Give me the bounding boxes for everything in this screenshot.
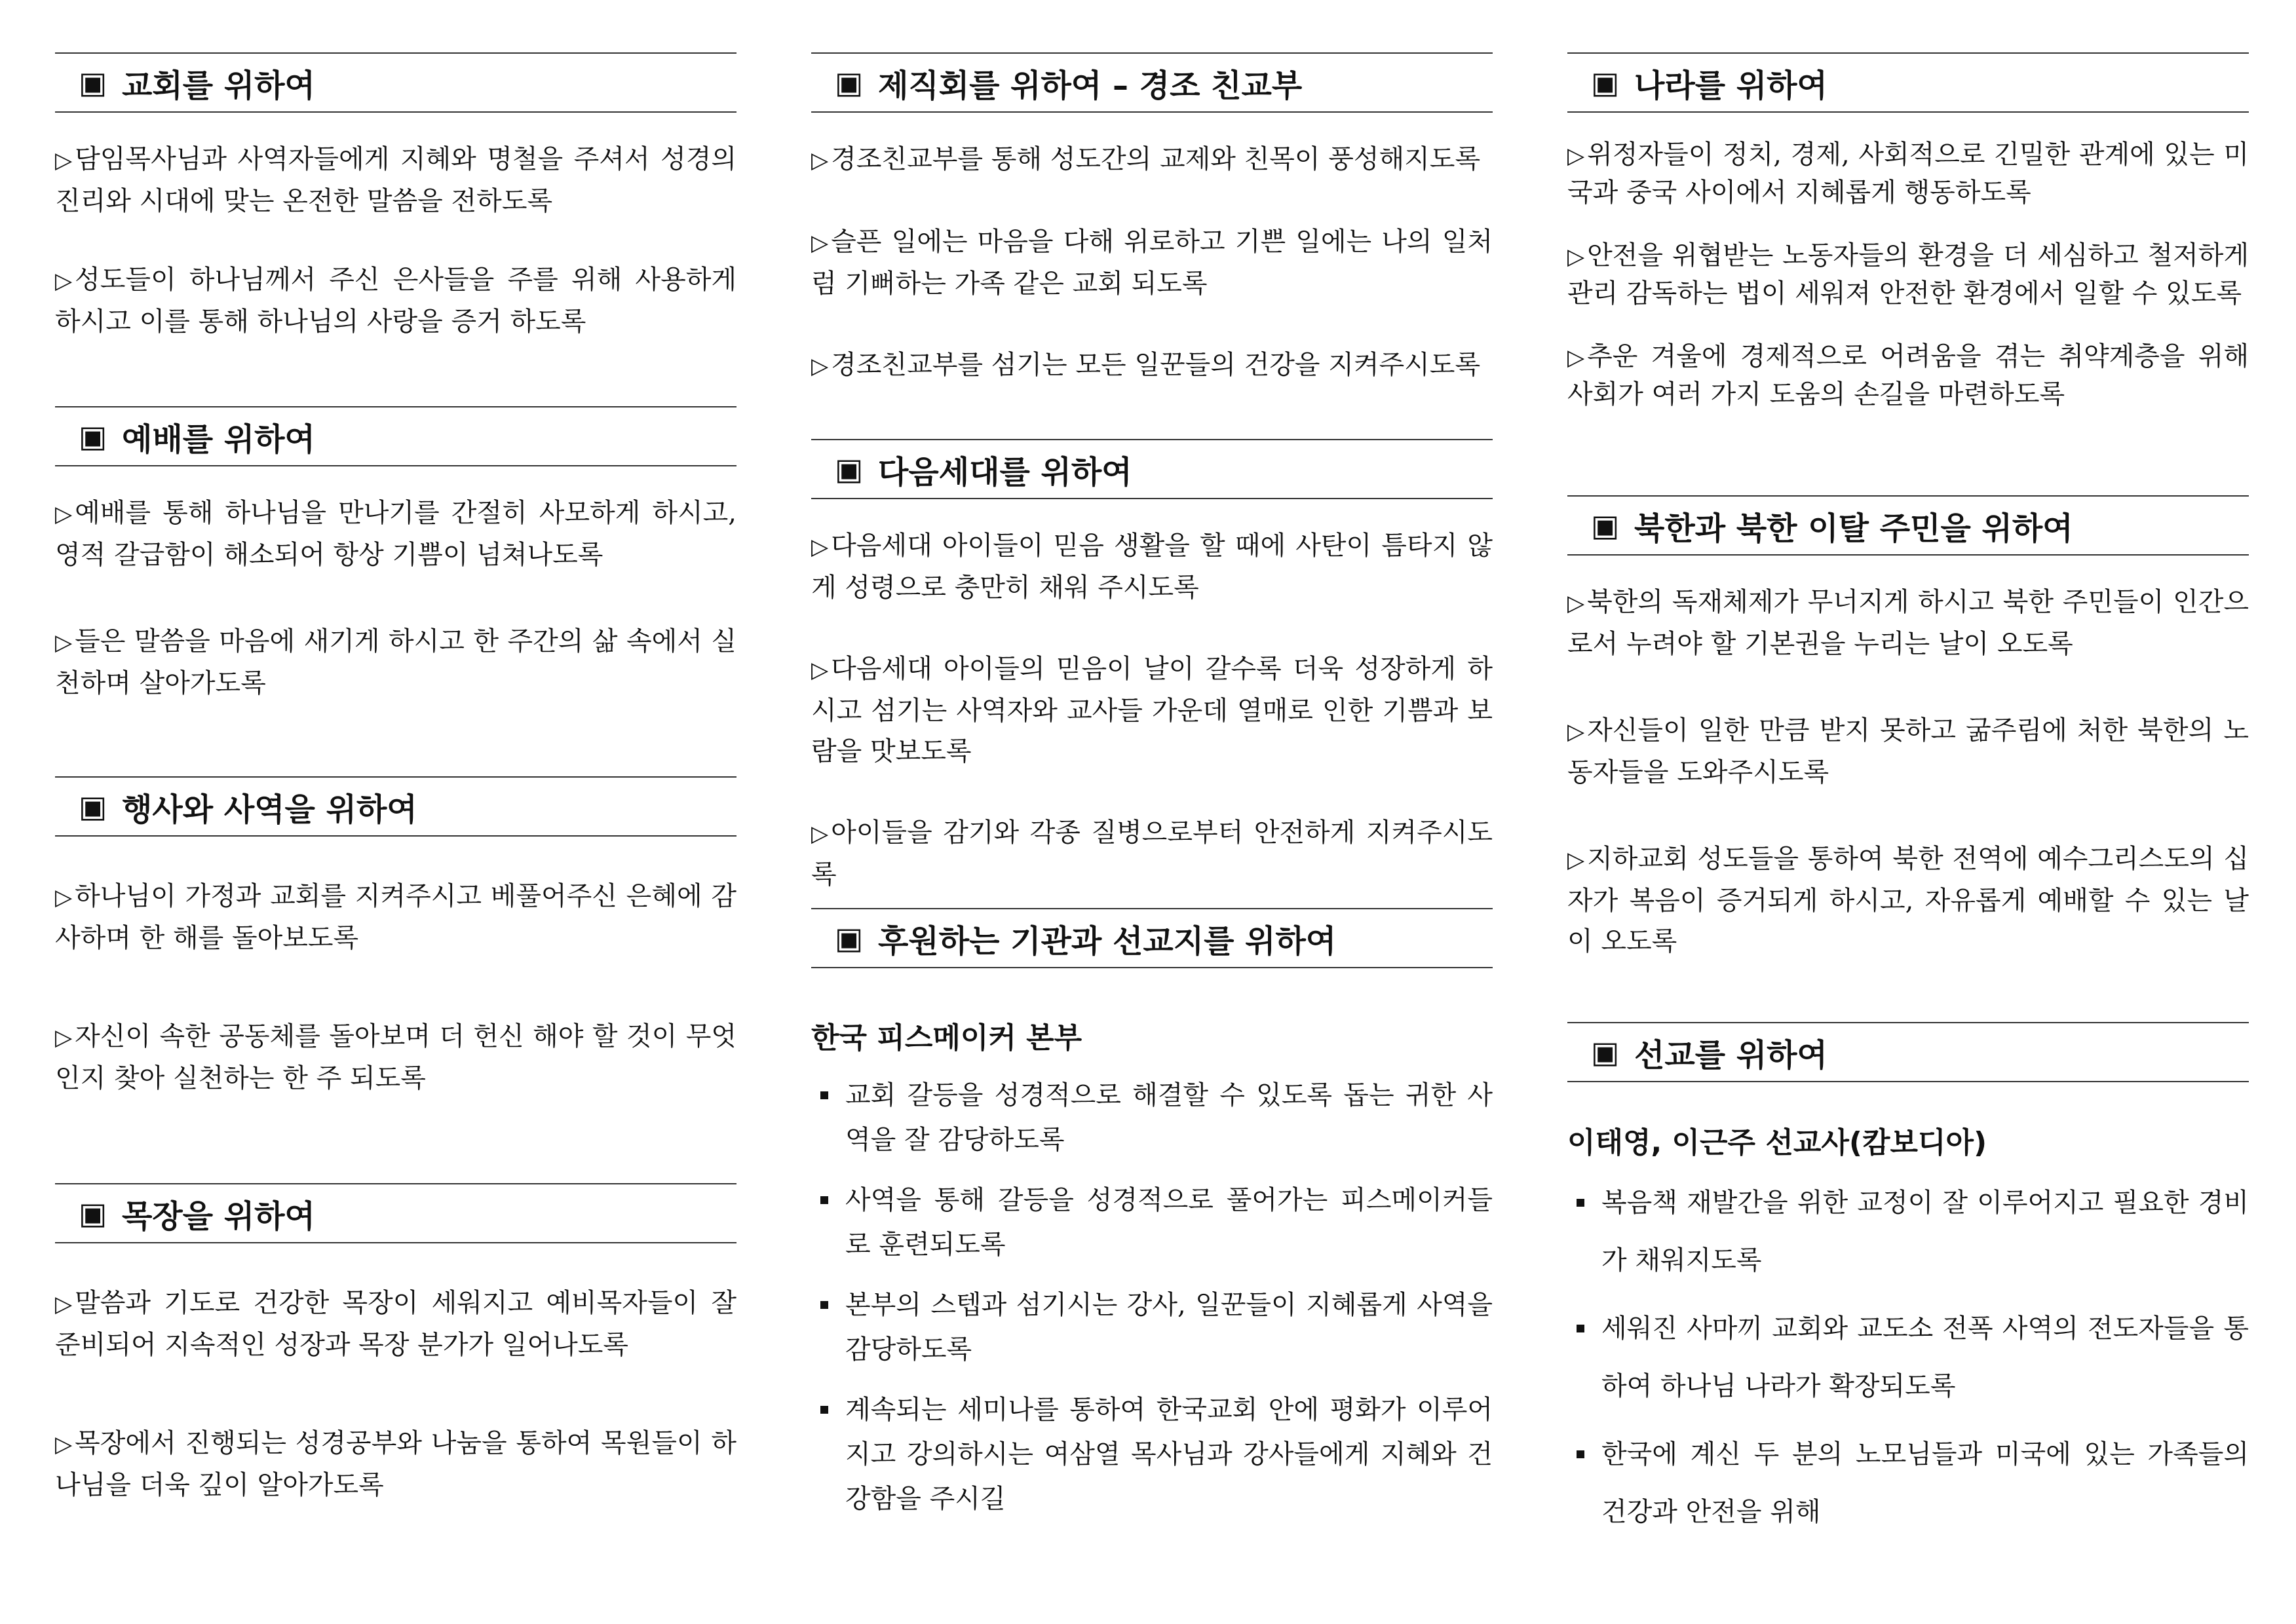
prayer-item: ▷ 하나님이 가정과 교회를 지켜주시고 베풀어주신 은혜에 감사하며 한 해를 돌아보도록 [55, 876, 737, 958]
small-square-icon [1577, 1450, 1584, 1458]
right-triangle-icon: ▷ [811, 147, 829, 174]
prayer-item: ▷ 목장에서 진행되는 성경공부와 나눔을 통하여 목원들이 하나님을 더욱 깊이 알아가도록 [55, 1423, 737, 1505]
section-header [1567, 1022, 2249, 1082]
section-events [55, 776, 737, 1099]
right-triangle-icon: ▷ [55, 1025, 73, 1051]
square-in-square-icon: ▣ [835, 920, 864, 956]
section-header [55, 776, 737, 837]
square-in-square-icon: ▣ [1591, 65, 1620, 100]
small-square-icon [1577, 1199, 1584, 1207]
right-triangle-icon: ▷ [811, 534, 829, 560]
section-north-korea [1567, 495, 2249, 962]
section-title: 선교를 위하여 [1634, 1036, 1827, 1074]
section-nextgen [811, 439, 1493, 895]
section-title: 교회를 위하여 [122, 67, 315, 104]
mission-bullet-list [1567, 1174, 2249, 1541]
missionary-name: 이태영, 이근주 선교사(캄보디아) [1567, 1126, 1987, 1160]
right-triangle-icon: ▷ [1567, 590, 1585, 616]
section-header [1567, 52, 2249, 113]
prayer-item: ▷ 슬픈 일에는 마음을 다해 위로하고 기쁜 일에는 나의 일처럼 기뻐하는 가족 같은 교회 되도록 [811, 221, 1493, 304]
prayer-item: ▷ 다음세대 아이들이 믿음 생활을 할 때에 사탄이 틈타지 않게 성령으로 충만히 채워 주시도록 [811, 525, 1493, 608]
right-triangle-icon: ▷ [1567, 244, 1585, 270]
small-square-icon [820, 1196, 828, 1204]
list-item: 한국에 계신 두 분의 노모님들과 미국에 있는 가족들의 건강과 안전을 위해 [1567, 1426, 2249, 1541]
prayer-item: ▷ 들은 말씀을 마음에 새기게 하시고 한 주간의 삶 속에서 실천하며 살아가도록 [55, 621, 737, 704]
section-title: 후원하는 기관과 선교지를 위하여 [878, 922, 1337, 960]
right-triangle-icon: ▷ [811, 353, 829, 379]
organization-name: 한국 피스메이커 본부 [811, 1021, 1082, 1055]
list-item: 사역을 통해 갈등을 성경적으로 풀어가는 피스메이커들로 훈련되도록 [811, 1178, 1493, 1267]
small-square-icon [820, 1406, 828, 1414]
section-title: 예배를 위하여 [122, 421, 315, 458]
section-title: 목장을 위하여 [122, 1198, 315, 1235]
right-triangle-icon: ▷ [55, 1431, 73, 1458]
section-title: 북한과 북한 이탈 주민을 위하여 [1634, 510, 2073, 547]
prayer-item: ▷ 지하교회 성도들을 통하여 북한 전역에 예수그리스도의 십자가 복음이 증거되게 하시고, 자유롭게 예배할 수 있는 날이 오도록 [1567, 839, 2249, 962]
section-support [811, 908, 1493, 1521]
section-worship [55, 406, 737, 704]
right-triangle-icon: ▷ [811, 657, 829, 683]
prayer-item: ▷ 성도들이 하나님께서 주신 은사들을 주를 위해 사용하게 하시고 이를 통해 하나님의 사랑을 증거 하도록 [55, 259, 737, 342]
right-triangle-icon: ▷ [55, 884, 73, 911]
square-in-square-icon: ▣ [835, 451, 864, 487]
list-item: 복음책 재발간을 위한 교정이 잘 이루어지고 필요한 경비가 채워지도록 [1567, 1174, 2249, 1289]
square-in-square-icon: ▣ [835, 65, 864, 100]
section-nation [1567, 52, 2249, 413]
prayer-item: ▷ 예배를 통해 하나님을 만나기를 간절히 사모하게 하시고, 영적 갈급함이 해소되어 항상 기쁨이 넘쳐나도록 [55, 493, 737, 575]
section-header [55, 1183, 737, 1243]
right-triangle-icon: ▷ [55, 1291, 73, 1317]
prayer-item: ▷ 담임목사님과 사역자들에게 지혜와 명철을 주셔서 성경의 진리와 시대에 맞는 온전한 말씀을 전하도록 [55, 139, 737, 221]
section-title: 나라를 위하여 [1634, 67, 1827, 104]
prayer-item: ▷ 자신들이 일한 만큼 받지 못하고 굶주림에 처한 북한의 노동자들을 도와주시도록 [1567, 710, 2249, 793]
prayer-item: ▷ 안전을 위협받는 노동자들의 환경을 더 세심하고 철저하게 관리 감독하는 법이 세워져 안전한 환경에서 일할 수 있도록 [1567, 237, 2249, 312]
section-header [811, 52, 1493, 113]
square-in-square-icon: ▣ [1591, 1034, 1620, 1070]
section-cell [55, 1183, 737, 1505]
prayer-item: ▷ 추운 겨울에 경제적으로 어려움을 겪는 취약계층을 위해 사회가 여러 가지 도움의 손길을 마련하도록 [1567, 338, 2249, 413]
section-header [55, 406, 737, 466]
square-in-square-icon: ▣ [79, 419, 107, 454]
prayer-item: ▷ 위정자들이 정치, 경제, 사회적으로 긴밀한 관계에 있는 미국과 중국 사이에서 지혜롭게 행동하도록 [1567, 136, 2249, 211]
list-item: 세워진 사마끼 교회와 교도소 전폭 사역의 전도자들을 통하여 하나님 나라가 확장되도록 [1567, 1300, 2249, 1415]
prayer-item: ▷ 경조친교부를 통해 성도간의 교제와 친목이 풍성해지도록 [811, 139, 1493, 181]
right-triangle-icon: ▷ [811, 821, 829, 847]
section-header [811, 439, 1493, 499]
section-header [1567, 495, 2249, 556]
column-middle [811, 0, 1493, 1624]
section-title: 제직회를 위하여 – 경조 친교부 [878, 67, 1303, 104]
right-triangle-icon: ▷ [55, 147, 73, 174]
square-in-square-icon: ▣ [79, 1196, 107, 1231]
section-mission [1567, 1022, 2249, 1541]
section-header [55, 52, 737, 113]
list-item: 교회 갈등을 성경적으로 해결할 수 있도록 돕는 귀한 사역을 잘 감당하도록 [811, 1073, 1493, 1162]
right-triangle-icon: ▷ [1567, 345, 1585, 371]
prayer-item: ▷ 다음세대 아이들의 믿음이 날이 갈수록 더욱 성장하게 하시고 섬기는 사역자와 교사들 가운데 열매로 인한 기쁨과 보람을 맛보도록 [811, 649, 1493, 772]
support-bullet-list [811, 1073, 1493, 1521]
right-triangle-icon: ▷ [55, 268, 73, 294]
section-deacons [811, 52, 1493, 387]
section-header [811, 908, 1493, 968]
column-right [1567, 0, 2249, 1624]
right-triangle-icon: ▷ [811, 230, 829, 256]
section-title: 행사와 사역을 위하여 [122, 791, 417, 828]
prayer-item: ▷ 북한의 독재체제가 무너지게 하시고 북한 주민들이 인간으로서 누려야 할 기본권을 누리는 날이 오도록 [1567, 582, 2249, 664]
small-square-icon [820, 1301, 828, 1309]
section-title: 다음세대를 위하여 [878, 453, 1132, 491]
right-triangle-icon: ▷ [1567, 143, 1585, 169]
list-item: 계속되는 세미나를 통하여 한국교회 안에 평화가 이루어지고 강의하시는 여삼열 목사님과 강사들에게 지혜와 건강함을 주시길 [811, 1388, 1493, 1521]
prayer-item: ▷ 경조친교부를 섬기는 모든 일꾼들의 건강을 지켜주시도록 [811, 345, 1493, 387]
list-item: 본부의 스텝과 섬기시는 강사, 일꾼들이 지혜롭게 사역을 감당하도록 [811, 1283, 1493, 1372]
square-in-square-icon: ▣ [79, 789, 107, 824]
right-triangle-icon: ▷ [55, 630, 73, 656]
section-church [55, 52, 737, 342]
right-triangle-icon: ▷ [1567, 719, 1585, 745]
small-square-icon [1577, 1325, 1584, 1332]
column-left [55, 0, 737, 1624]
prayer-item: ▷ 아이들을 감기와 각종 질병으로부터 안전하게 지켜주시도록 [811, 812, 1493, 895]
small-square-icon [820, 1091, 828, 1099]
square-in-square-icon: ▣ [79, 65, 107, 100]
square-in-square-icon: ▣ [1591, 508, 1620, 543]
prayer-item: ▷ 자신이 속한 공동체를 돌아보며 더 헌신 해야 할 것이 무엇인지 찾아 실천하는 한 주 되도록 [55, 1016, 737, 1099]
right-triangle-icon: ▷ [55, 501, 73, 527]
right-triangle-icon: ▷ [1567, 847, 1585, 873]
prayer-item: ▷ 말씀과 기도로 건강한 목장이 세워지고 예비목자들이 잘 준비되어 지속적인 성장과 목장 분가가 일어나도록 [55, 1283, 737, 1365]
